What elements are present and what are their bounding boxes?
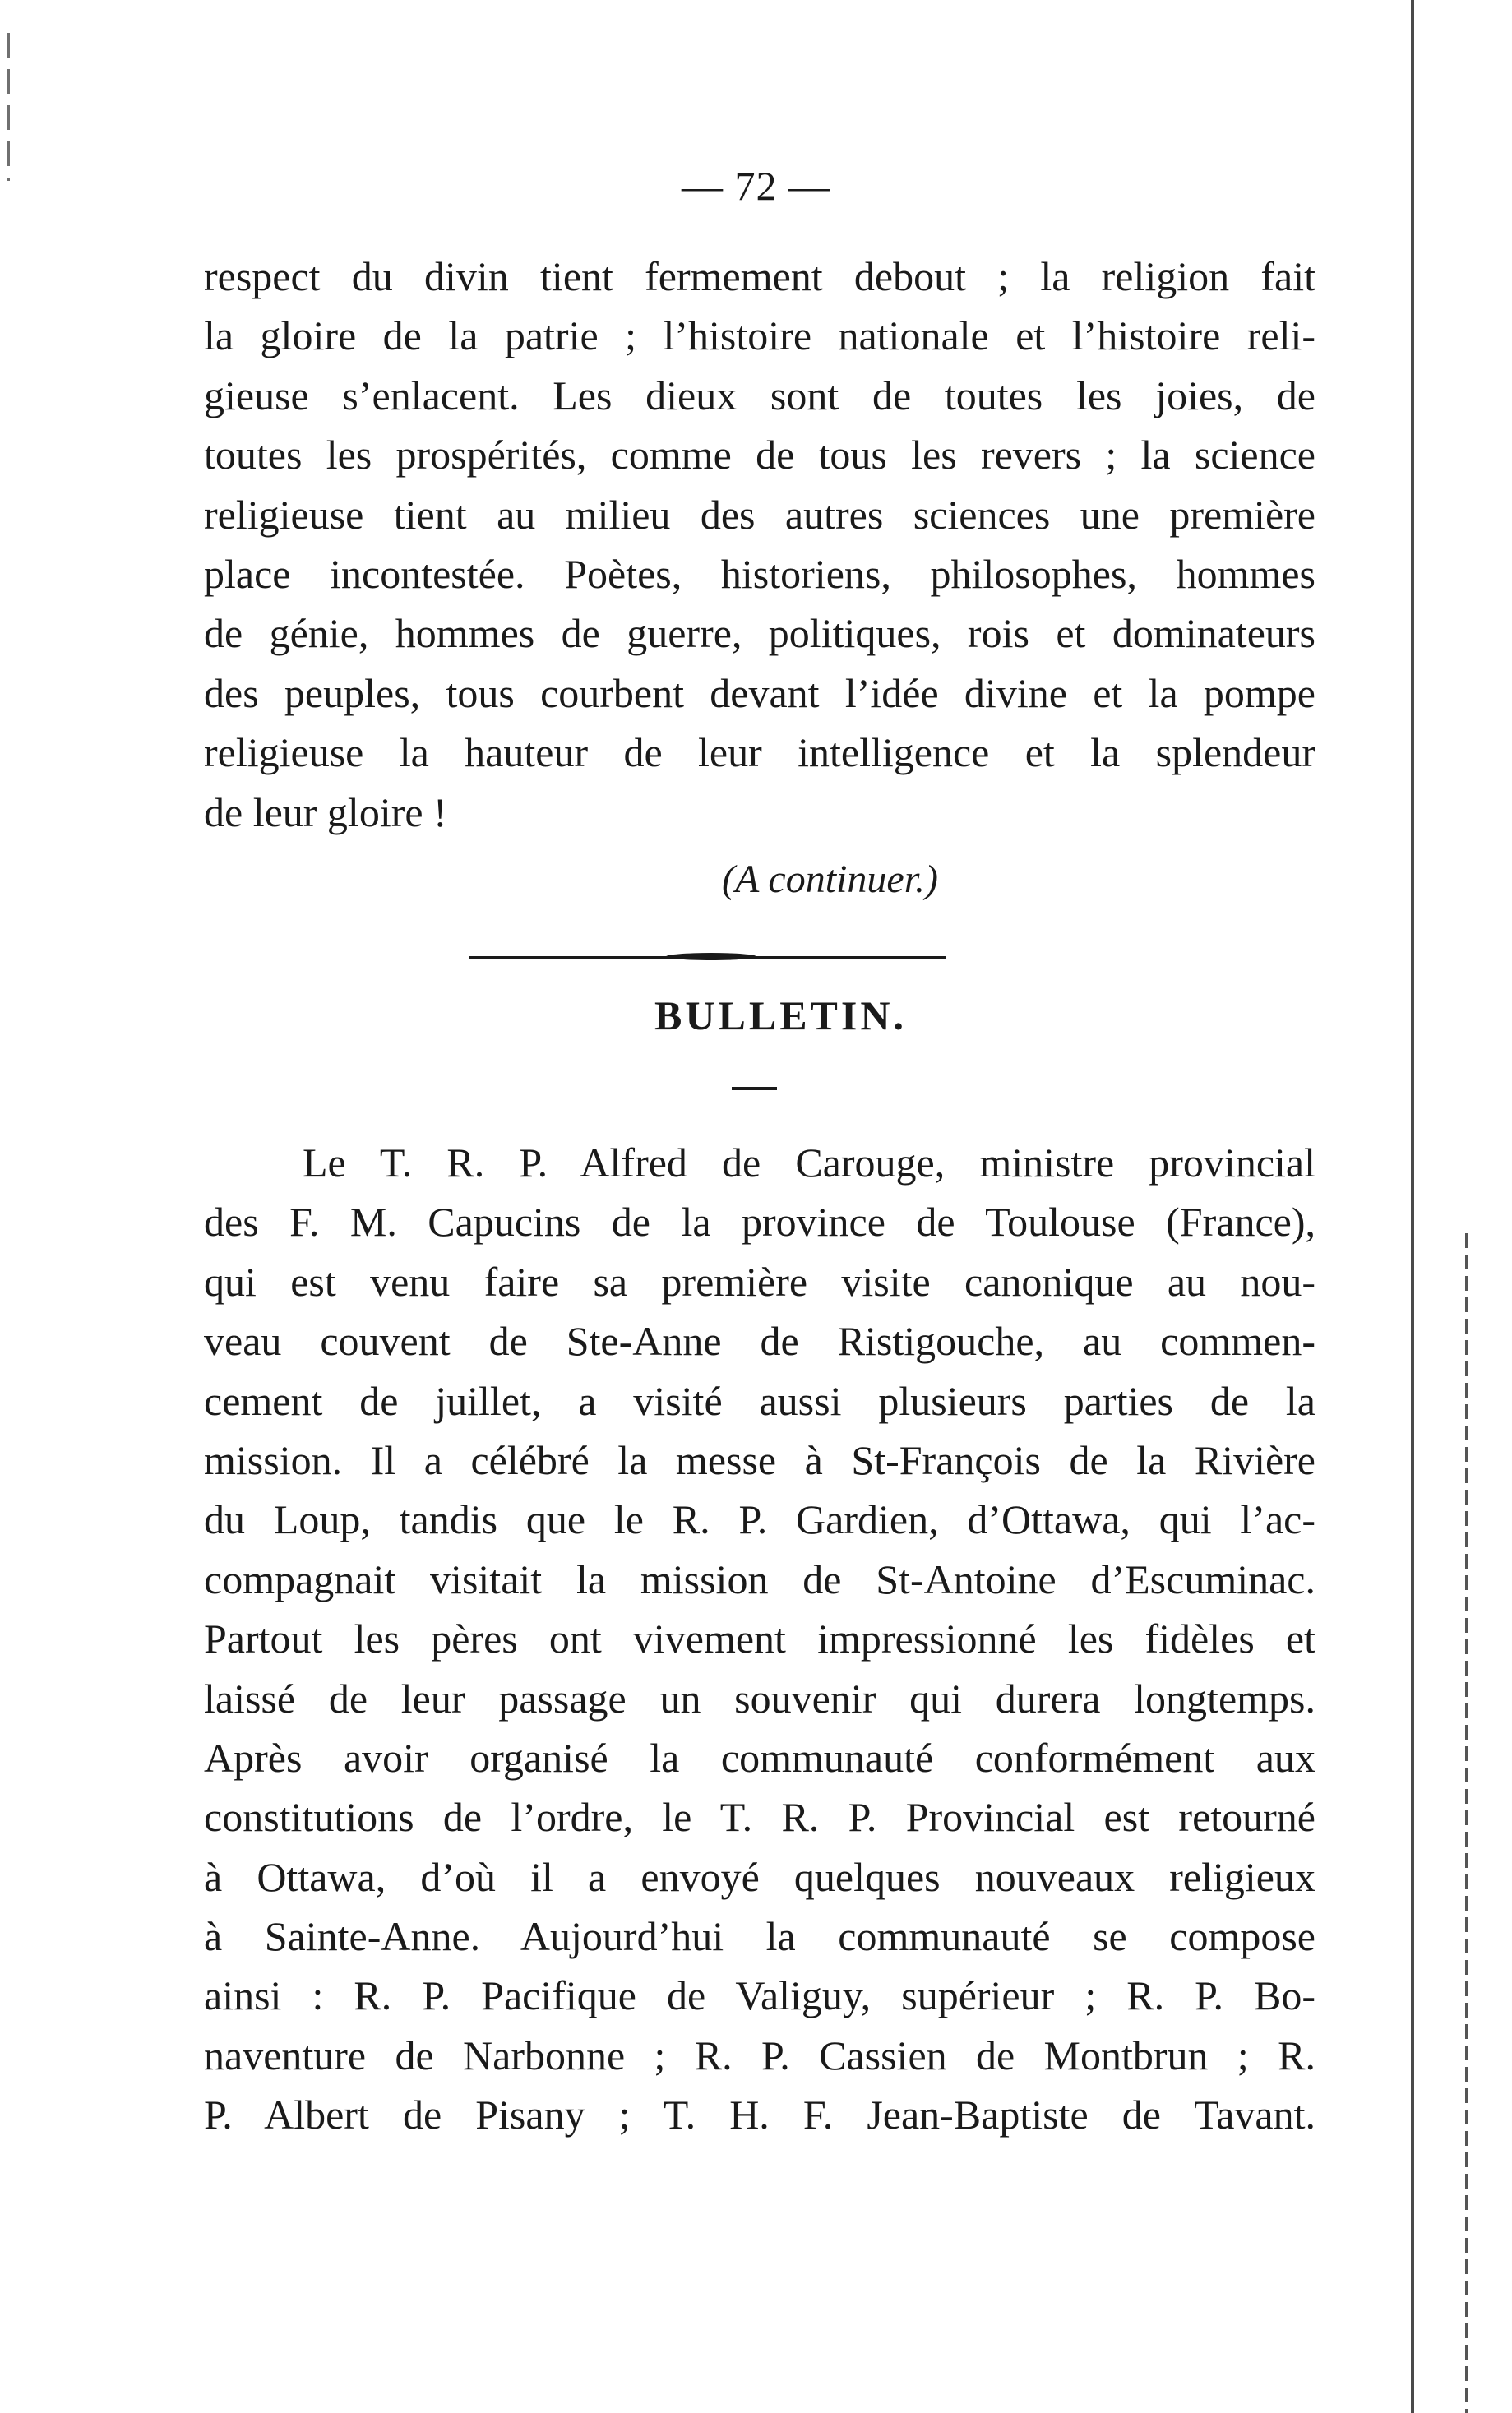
scan-left-edge — [7, 33, 10, 181]
paragraph-line: toutes les prospérités, comme de tous les revers ; la science — [204, 432, 1315, 478]
paragraph-line: à Ottawa, d’où il a envoyé quelques nouveaux religieux — [204, 1853, 1315, 1900]
paragraph-line: compagnait visitait la mission de St-Antoine d’Escuminac. — [204, 1556, 1315, 1602]
paragraph-line: constitutions de l’ordre, le T. R. P. Provincial est retourné — [204, 1794, 1315, 1841]
paragraph-line: place incontestée. Poètes, historiens, philosophes, hommes — [204, 550, 1315, 597]
paragraph-1 — [204, 247, 1315, 842]
paragraph-line: à Sainte-Anne. Aujourd’hui la communauté se compose — [204, 1913, 1315, 1960]
paragraph-2 — [204, 1133, 1315, 2145]
paragraph-line: du Loup, tandis que le R. P. Gardien, d’Ottawa, qui l’ac- — [204, 1496, 1315, 1543]
scan-right-edge — [1411, 0, 1414, 2413]
paragraph-line: des peuples, tous courbent devant l’idée divine et la pompe — [204, 669, 1315, 716]
paragraph-line: religieuse tient au milieu des autres sciences une première — [204, 491, 1315, 538]
paragraph-line: de génie, hommes de guerre, politiques, rois et dominateurs — [204, 610, 1315, 657]
paragraph-line: de leur gloire ! — [204, 788, 447, 835]
paragraph-line: laissé de leur passage un souvenir qui durera longtemps. — [204, 1675, 1315, 1722]
paragraph-line: Partout les pères ont vivement impressionné les fidèles et — [204, 1616, 1315, 1662]
paragraph-line: des F. M. Capucins de la province de Toulouse (France), — [204, 1199, 1315, 1246]
paragraph-line: religieuse la hauteur de leur intelligence et la splendeur — [204, 729, 1315, 776]
paragraph-line: Le T. R. P. Alfred de Carouge, ministre provincial — [303, 1139, 1315, 1186]
continuation-note: (A continuer.) — [721, 857, 939, 901]
paragraph-line: mission. Il a célébré la messe à St-François de la Rivière — [204, 1436, 1315, 1483]
paragraph-line: naventure de Narbonne ; R. P. Cassien de Montbrun ; R. — [204, 2032, 1315, 2078]
heading-underline — [732, 1087, 777, 1090]
section-divider-ornament — [666, 953, 756, 960]
paragraph-line: P. Albert de Pisany ; T. H. F. Jean-Baptiste de Tavant. — [204, 2092, 1315, 2138]
paragraph-line: veau couvent de Ste-Anne de Ristigouche, au commen- — [204, 1318, 1315, 1365]
paragraph-line: Après avoir organisé la communauté conformément aux — [204, 1734, 1315, 1781]
paragraph-line: ainsi : R. P. Pacifique de Valiguy, supérieur ; R. P. Bo- — [204, 1972, 1315, 2019]
section-heading: BULLETIN. — [654, 992, 907, 1038]
paragraph-line: cement de juillet, a visité aussi plusieurs parties de la — [204, 1377, 1315, 1424]
scan-right-edge-outer — [1465, 1233, 1468, 2413]
paragraph-line: la gloire de la patrie ; l’histoire nationale et l’histoire reli- — [204, 312, 1315, 359]
paragraph-line: gieuse s’enlacent. Les dieux sont de toutes les joies, de — [204, 372, 1315, 418]
paragraph-line: respect du divin tient fermement debout ; la religion fait — [204, 253, 1315, 299]
paragraph-line: qui est venu faire sa première visite canonique au nou- — [204, 1258, 1315, 1305]
page-number: — 72 — — [682, 163, 830, 209]
